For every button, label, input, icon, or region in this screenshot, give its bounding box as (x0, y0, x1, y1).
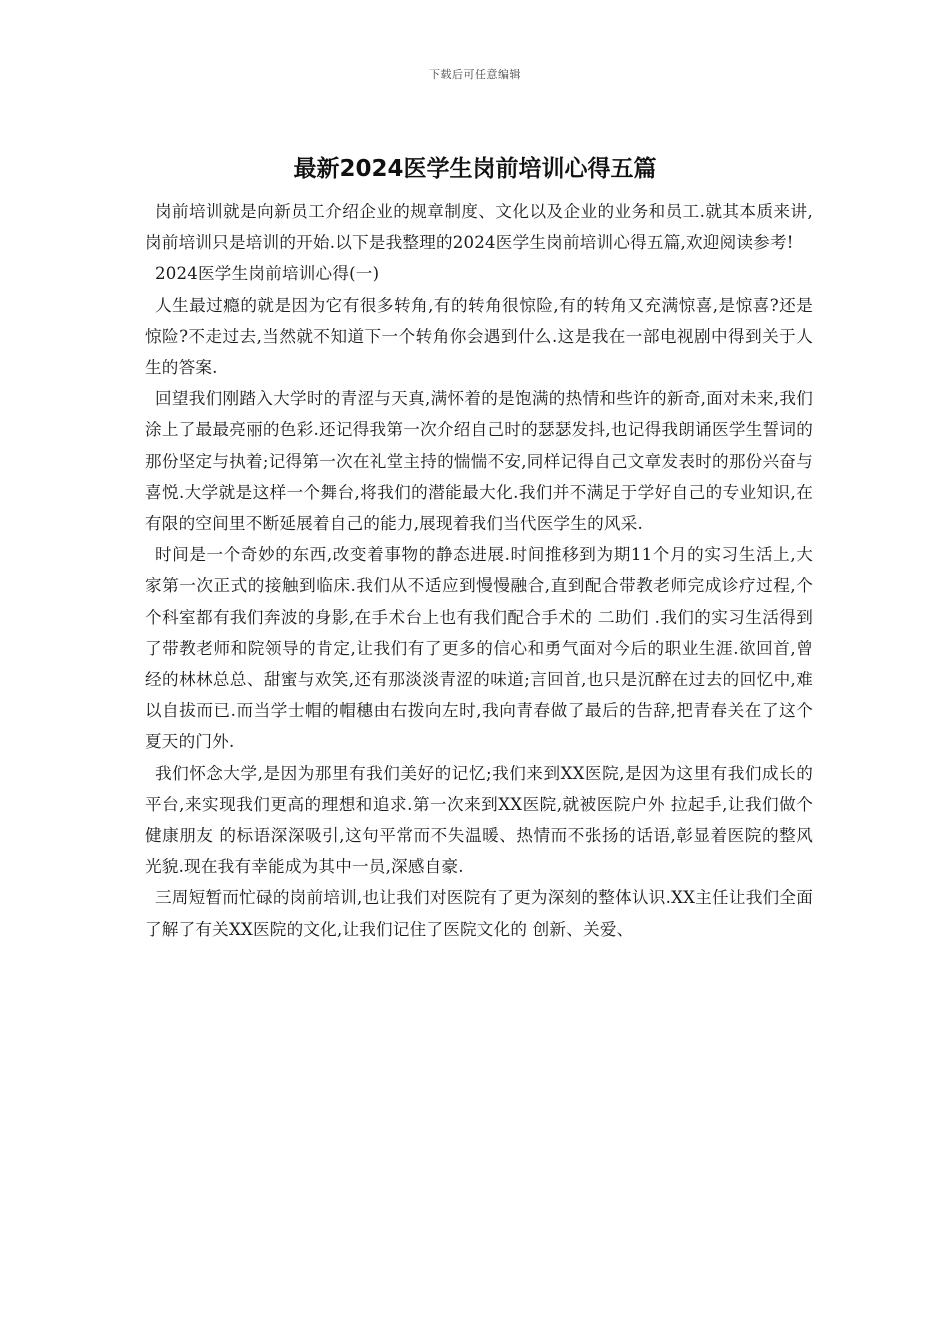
body-paragraph: 时间是一个奇妙的东西,改变着事物的静态进展.时间推移到为期11个月的实习生活上,大家第一次正式的接触到临床.我们从不适应到慢慢融合,直到配合带教老师完成诊疗过程,个个科室都有我们奔波的身影,在手术台上也有我们配合手术的 二助们 .我们的实习生活得到了带教老师和院领导的肯定,让我们有了更多的信心和勇气面对今后的职业生涯.欲回首,曾经的林林总总、甜蜜与欢笑,还有那淡淡青涩的味道;言回首,也只是沉醉在过去的回忆中,难以自拔而已.而当学士帽的帽穗由右拨向左时,我向青春做了最后的告辞,把青春关在了这个夏天的门外. (145, 545, 813, 752)
header-note: 下载后可任意编辑 (429, 68, 521, 81)
body-paragraph: 人生最过瘾的就是因为它有很多转角,有的转角很惊险,有的转角又充满惊喜,是惊喜?还是惊险?不走过去,当然就不知道下一个转角你会遇到什么.这是我在一部电视剧中得到关于人生的答案. (145, 295, 813, 378)
body-paragraph: 三周短暂而忙碌的岗前培训,也让我们对医院有了更为深刻的整体认识.XX主任让我们全面了解了有关XX医院的文化,让我们记住了医院文化的 创新、关爱、 (145, 888, 813, 939)
intro-paragraph: 岗前培训就是向新员工介绍企业的规章制度、文化以及企业的业务和员工.就其本质来讲,岗前培训只是培训的开始.以下是我整理的2024医学生岗前培训心得五篇,欢迎阅读参考! (145, 202, 813, 253)
body-paragraph: 回望我们刚踏入大学时的青涩与天真,满怀着的是饱满的热情和些许的新奇,面对未来,我们涂上了最最亮丽的色彩.还记得我第一次介绍自己时的瑟瑟发抖,也记得我朗诵医学生誓词的那份坚定与执着;记得第一次在礼堂主持的惴惴不安,同样记得自己文章发表时的那份兴奋与喜悦.大学就是这样一个舞台,将我们的潜能最大化.我们并不满足于学好自己的专业知识,在有限的空间里不断延展着自己的能力,展现着我们当代医学生的风采. (145, 389, 813, 534)
body-paragraph: 我们怀念大学,是因为那里有我们美好的记忆;我们来到XX医院,是因为这里有我们成长的平台,来实现我们更高的理想和追求.第一次来到XX医院,就被医院户外 拉起手,让我们做个健康朋友 的标语深深吸引,这句平常而不失温暖、热情而不张扬的话语,彰显着医院的整风光貌.现在我有幸能成为其中一员,深感自豪. (145, 763, 813, 877)
document-title: 最新2024医学生岗前培训心得五篇 (293, 156, 657, 182)
section-heading: 2024医学生岗前培训心得(一) (154, 264, 380, 284)
document-body (145, 196, 813, 945)
